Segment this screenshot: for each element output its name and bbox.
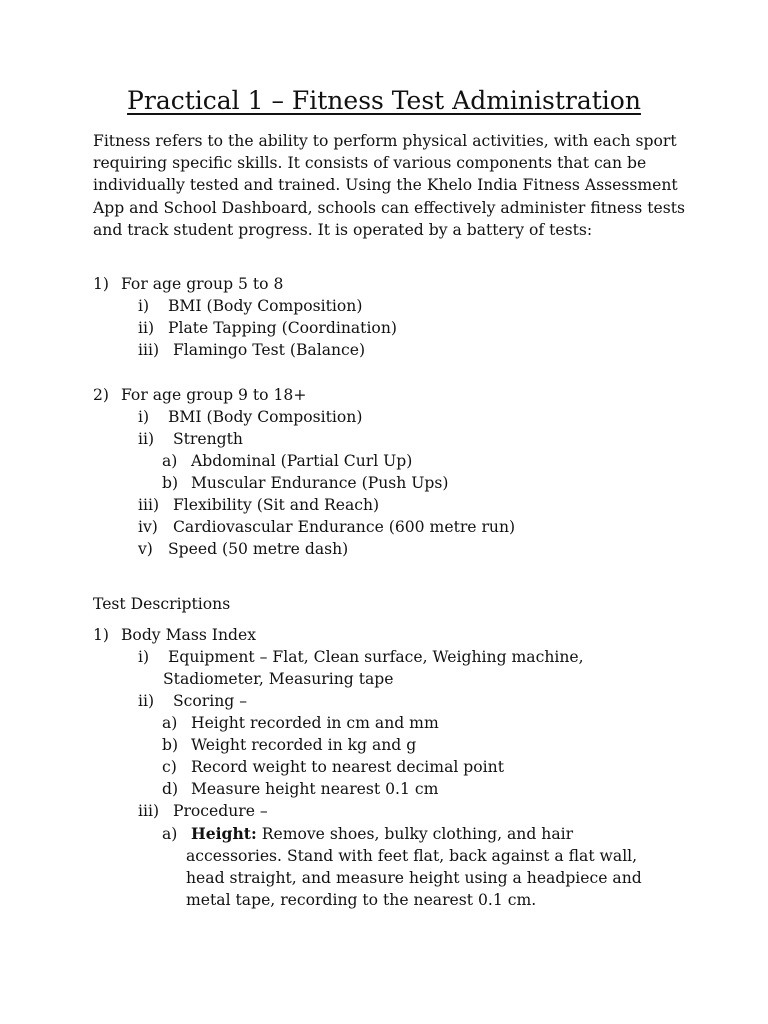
sub-marker: ii) (138, 692, 155, 710)
sub-sub-item-text: Abdominal (Partial Curl Up) (190, 452, 413, 470)
list-item-label: For age group 9 to 18+ (120, 386, 307, 404)
sub-marker: ii) (138, 319, 155, 337)
sub-sub-marker: b) (162, 736, 179, 754)
intro-paragraph: Fitness refers to the ability to perform physical activities, with each sport requiring specific skills. It consists of various components that can be individually tested and trained. Using the Khelo India Fitness Assessment App and School Dashboard, schools can effectively administer fitness tests and track student progress. It is operated by a battery of tests: (93, 132, 686, 239)
sub-marker: iv) (138, 518, 158, 536)
sub-sub-item-text: Weight recorded in kg and g (190, 736, 417, 754)
sub-item-text: BMI (Body Composition) (167, 297, 363, 315)
sub-sub-item-text: Height recorded in cm and mm (190, 714, 439, 732)
sub-item (138, 428, 243, 450)
sub-sub-marker: a) (162, 825, 178, 843)
sub-item-text: Equipment – Flat, Clean surface, Weighing machine, (167, 648, 584, 666)
sub-item-text: Procedure – (172, 802, 268, 820)
sub-sub-item-text: Record weight to nearest decimal point (190, 758, 504, 776)
sub-marker: iii) (138, 341, 160, 359)
sub-sub-item (162, 734, 416, 756)
list-item-bmi (93, 624, 256, 646)
sub-item-text: Speed (50 metre dash) (167, 540, 349, 558)
height-text: Remove shoes, bulky clothing, and hair (261, 825, 574, 843)
page-title: Practical 1 – Fitness Test Administration (127, 86, 641, 115)
sub-item-text: Plate Tapping (Coordination) (167, 319, 397, 337)
sub-sub-marker: a) (162, 452, 178, 470)
sub-item-text: Flamingo Test (Balance) (172, 341, 366, 359)
section-heading: Test Descriptions (93, 595, 231, 613)
sub-item-text: Strength (172, 430, 243, 448)
sub-sub-item (162, 778, 438, 800)
sub-sub-marker: b) (162, 474, 179, 492)
sub-item-text: Scoring – (172, 692, 247, 710)
sub-item-text: Flexibility (Sit and Reach) (172, 496, 380, 514)
height-label: Height: (190, 824, 257, 843)
list-item-label: Body Mass Index (120, 626, 256, 644)
sub-item (138, 339, 365, 361)
sub-item-text: Cardiovascular Endurance (600 metre run) (172, 518, 516, 536)
sub-item (138, 406, 362, 428)
sub-marker: iii) (138, 802, 160, 820)
height-text-continuation: metal tape, recording to the nearest 0.1 cm. (186, 891, 537, 909)
sub-item (138, 317, 397, 339)
sub-item-continuation: Stadiometer, Measuring tape (163, 670, 394, 688)
sub-marker: i) (138, 297, 150, 315)
sub-item-equipment (138, 646, 584, 668)
sub-sub-item-text: Measure height nearest 0.1 cm (190, 780, 439, 798)
list-item-age-9-18 (93, 384, 306, 406)
sub-sub-marker: c) (162, 758, 177, 776)
sub-item-scoring (138, 690, 247, 712)
sub-marker: v) (138, 540, 153, 558)
sub-sub-item (162, 756, 504, 778)
list-marker: 1) (93, 275, 110, 293)
sub-item (138, 538, 348, 560)
sub-sub-item (162, 450, 412, 472)
sub-sub-item (162, 472, 448, 494)
sub-marker: iii) (138, 496, 160, 514)
sub-marker: ii) (138, 430, 155, 448)
sub-sub-item-text: Muscular Endurance (Push Ups) (190, 474, 449, 492)
sub-sub-item (162, 712, 439, 734)
height-text-continuation: accessories. Stand with feet flat, back against a flat wall, (186, 847, 638, 865)
sub-item (138, 494, 379, 516)
list-item-age-5-8 (93, 273, 283, 295)
list-item-label: For age group 5 to 8 (120, 275, 284, 293)
sub-item (138, 295, 362, 317)
sub-marker: i) (138, 648, 150, 666)
sub-item-procedure (138, 800, 268, 822)
list-marker: 1) (93, 626, 110, 644)
sub-sub-marker: a) (162, 714, 178, 732)
sub-marker: i) (138, 408, 150, 426)
height-text-continuation: head straight, and measure height using a headpiece and (186, 869, 642, 887)
sub-sub-marker: d) (162, 780, 179, 798)
sub-item-text: BMI (Body Composition) (167, 408, 363, 426)
sub-sub-item-height (162, 823, 573, 845)
list-marker: 2) (93, 386, 110, 404)
sub-item (138, 516, 515, 538)
